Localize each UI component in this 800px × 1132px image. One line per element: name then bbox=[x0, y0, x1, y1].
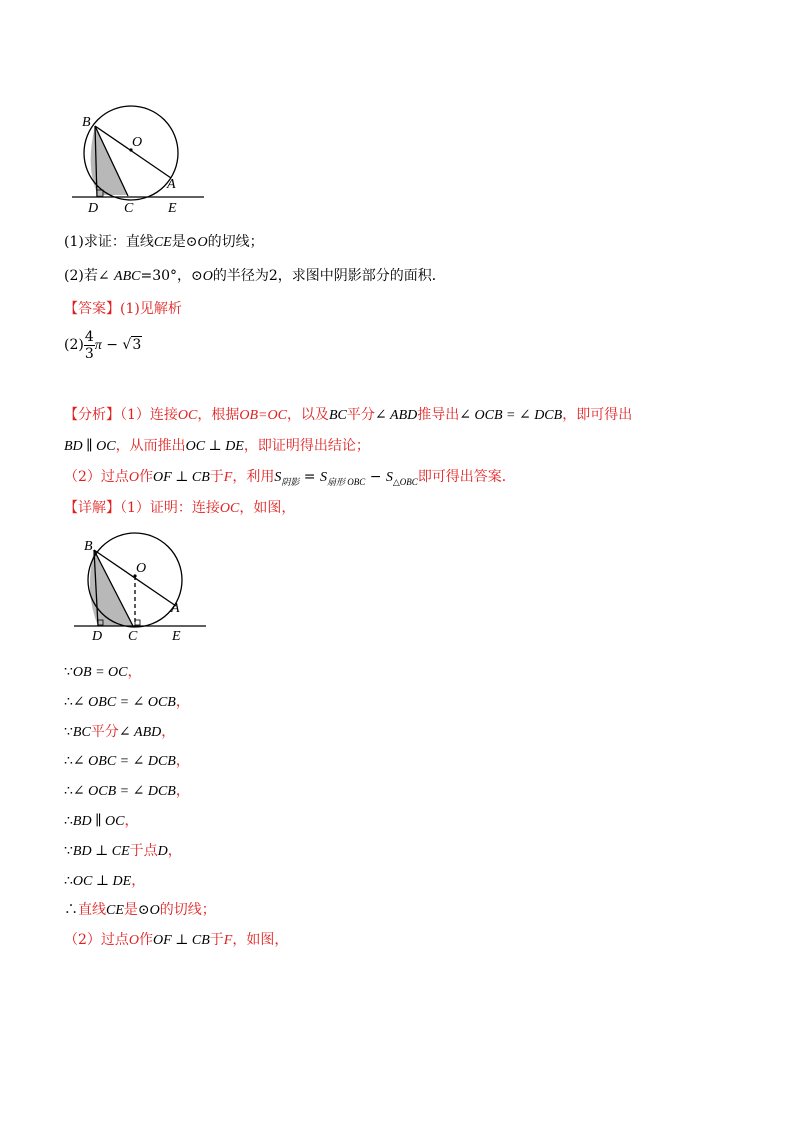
math-s: S bbox=[385, 470, 393, 485]
proof-text: ， bbox=[167, 842, 182, 859]
math-o: O bbox=[149, 903, 160, 918]
proof-symbol: ∵ bbox=[64, 664, 73, 680]
proof-step bbox=[64, 662, 141, 683]
answer-label: 【答案】 bbox=[64, 301, 120, 317]
label-c: C bbox=[124, 201, 134, 216]
analysis-label: 【分析】 bbox=[64, 407, 120, 423]
proof-symbol: ∴ bbox=[64, 872, 73, 889]
proof-math: ∠ ABD bbox=[118, 724, 162, 740]
proof-text: 于点 bbox=[129, 842, 158, 859]
analysis-line3 bbox=[64, 467, 516, 492]
proof-text: ， bbox=[175, 783, 190, 800]
label-d: D bbox=[88, 201, 99, 216]
math-s: S bbox=[274, 470, 282, 485]
math-f: F bbox=[223, 470, 233, 485]
detail-conclusion bbox=[64, 900, 216, 921]
proof-math: ∠ OBC = ∠ OCB bbox=[72, 694, 176, 710]
radicand: 3 bbox=[132, 337, 142, 353]
q1-o: O bbox=[197, 235, 208, 250]
label-c: C bbox=[128, 629, 138, 644]
fraction bbox=[84, 329, 95, 362]
label-o: O bbox=[132, 135, 143, 150]
math-oc: OC bbox=[177, 408, 198, 423]
math-o: O bbox=[128, 933, 140, 948]
math-of-perp-cb: OF ⊥ CB bbox=[153, 470, 210, 485]
proof-math: ∠ OBC = ∠ DCB bbox=[72, 754, 176, 770]
label-b: B bbox=[82, 115, 91, 130]
circle-symbol: ⊙ bbox=[191, 268, 203, 284]
proof-symbol: ∵ bbox=[64, 723, 73, 740]
proof-math: BD ∥ OC bbox=[72, 814, 125, 829]
analysis-text: ，利用 bbox=[232, 469, 275, 485]
proof-step bbox=[64, 722, 175, 743]
detail-label: 【详解】 bbox=[64, 500, 120, 516]
detail-text: 的切线； bbox=[159, 902, 216, 918]
proof-step bbox=[64, 692, 190, 713]
circle-symbol: ⊙ bbox=[185, 234, 198, 250]
answer-part1: (1)见解析 bbox=[120, 301, 182, 317]
proof-math: BD ⊥ CE bbox=[72, 843, 130, 859]
proof-symbol: ∴ bbox=[64, 813, 73, 829]
q2-eq: =30°， bbox=[140, 268, 192, 284]
circle-symbol: ⊙ bbox=[137, 902, 150, 918]
proof-math: OB = OC bbox=[72, 665, 128, 680]
math-oc: OC bbox=[219, 501, 240, 516]
math-o: O bbox=[128, 470, 140, 485]
q1-suffix: 的切线； bbox=[207, 234, 264, 250]
math-bd-parallel-oc: BD ∥ OC bbox=[64, 439, 116, 454]
label-b: B bbox=[84, 539, 93, 554]
math-ce: CE bbox=[106, 903, 124, 918]
proof-step bbox=[64, 781, 190, 802]
detail-intro bbox=[64, 498, 295, 519]
math-ob-eq-oc: OB=OC bbox=[239, 408, 287, 423]
proof-text: 平分 bbox=[90, 723, 119, 740]
question-part2 bbox=[64, 266, 446, 287]
proof-math: ∠ OCB = ∠ DCB bbox=[72, 784, 176, 800]
math-eq: = bbox=[299, 469, 320, 485]
proof-symbol: ∴ bbox=[64, 783, 73, 800]
minus-sign: − bbox=[101, 337, 123, 353]
detail-text: （2）过点 bbox=[64, 932, 129, 948]
pi-symbol: π bbox=[94, 338, 102, 353]
q1-prefix: (1)求证：直线 bbox=[64, 234, 154, 250]
angle-symbol: ∠ bbox=[97, 268, 110, 284]
analysis-text: ，从而推出 bbox=[115, 438, 186, 454]
detail-text: ，如图， bbox=[232, 932, 289, 948]
analysis-text: 平分 bbox=[346, 407, 375, 423]
math-of-perp-cb: OF ⊥ CB bbox=[153, 933, 210, 948]
analysis-text: 于 bbox=[209, 469, 224, 485]
detail-text: ，如图， bbox=[239, 500, 296, 516]
math-sub-shaded: 阴影 bbox=[281, 476, 300, 487]
label-o: O bbox=[136, 561, 147, 576]
math-angle-eq: ∠ OCB = ∠ DCB bbox=[459, 408, 563, 423]
math-f: F bbox=[223, 933, 233, 948]
proof-step bbox=[64, 751, 190, 772]
detail-text: 是 bbox=[123, 902, 138, 918]
fraction-denominator: 3 bbox=[84, 345, 94, 362]
q2-prefix: (2)若 bbox=[64, 268, 98, 284]
label-a: A bbox=[167, 177, 176, 192]
proof-text: ， bbox=[175, 693, 190, 710]
analysis-text: 即可得出答案． bbox=[417, 469, 516, 485]
question-part1 bbox=[64, 232, 264, 253]
proof-symbol: ∴ bbox=[64, 693, 73, 710]
proof-symbol: ∵ bbox=[64, 842, 73, 859]
radical-sign: √ bbox=[122, 337, 132, 353]
therefore-symbol: ∴ bbox=[64, 902, 78, 918]
detail-text: （1）证明：连接 bbox=[120, 500, 220, 516]
q2-abc: ABC bbox=[114, 269, 141, 284]
math-s: S bbox=[319, 470, 327, 485]
proof-math: OC ⊥ DE bbox=[72, 873, 132, 889]
proof-step bbox=[64, 811, 139, 832]
label-e: E bbox=[168, 201, 177, 216]
right-angle-mark-c bbox=[135, 620, 140, 625]
math-oc-perp-de: OC ⊥ DE bbox=[185, 439, 244, 454]
math-bc: BC bbox=[328, 408, 347, 423]
q1-ce: CE bbox=[153, 235, 172, 250]
analysis-text: （1）连接 bbox=[120, 407, 178, 423]
analysis-text: ，根据 bbox=[197, 407, 240, 423]
fraction-numerator: 4 bbox=[84, 328, 94, 345]
detail-text: 于 bbox=[209, 932, 224, 948]
detail-text: 作 bbox=[139, 932, 154, 948]
analysis-text: 推导出 bbox=[417, 407, 460, 423]
detail-part2 bbox=[64, 930, 288, 951]
proof-text: ， bbox=[161, 723, 176, 740]
analysis-text: ，以及 bbox=[286, 407, 329, 423]
label-e: E bbox=[172, 629, 181, 644]
analysis-text: （2）过点 bbox=[64, 469, 129, 485]
detail-text: 直线 bbox=[78, 902, 106, 918]
q1-is: 是 bbox=[171, 234, 186, 250]
math-sub-sector: 扇形 OBC bbox=[326, 476, 366, 487]
answer-line2 bbox=[64, 328, 142, 363]
analysis-line1 bbox=[64, 405, 632, 426]
proof-step bbox=[64, 841, 182, 862]
analysis-text: ，即证明得出结论； bbox=[243, 438, 370, 454]
proof-math: D bbox=[157, 843, 168, 859]
proof-math: BC bbox=[72, 724, 91, 740]
geometry-figure-1 bbox=[70, 98, 210, 216]
label-a: A bbox=[171, 601, 180, 616]
proof-text: ， bbox=[175, 753, 190, 770]
math-angle-abd: ∠ ABD bbox=[374, 408, 418, 423]
answer-line1 bbox=[64, 299, 182, 319]
q2-suffix: 的半径为2，求图中阴影部分的面积． bbox=[212, 268, 446, 284]
analysis-text: 作 bbox=[139, 469, 154, 485]
analysis-line2 bbox=[64, 436, 370, 457]
label-d: D bbox=[92, 629, 103, 644]
proof-text: ， bbox=[127, 664, 142, 680]
analysis-text: ，即可得出 bbox=[562, 407, 633, 423]
proof-text: ， bbox=[131, 872, 146, 889]
answer-part2-prefix: (2) bbox=[64, 337, 84, 353]
geometry-figure-2 bbox=[72, 532, 212, 646]
proof-step bbox=[64, 871, 145, 892]
math-sub-triangle: △OBC bbox=[392, 476, 418, 487]
proof-text: ， bbox=[124, 813, 139, 829]
q2-o: O bbox=[202, 269, 213, 284]
proof-symbol: ∴ bbox=[64, 753, 73, 770]
math-minus: − bbox=[365, 469, 386, 485]
